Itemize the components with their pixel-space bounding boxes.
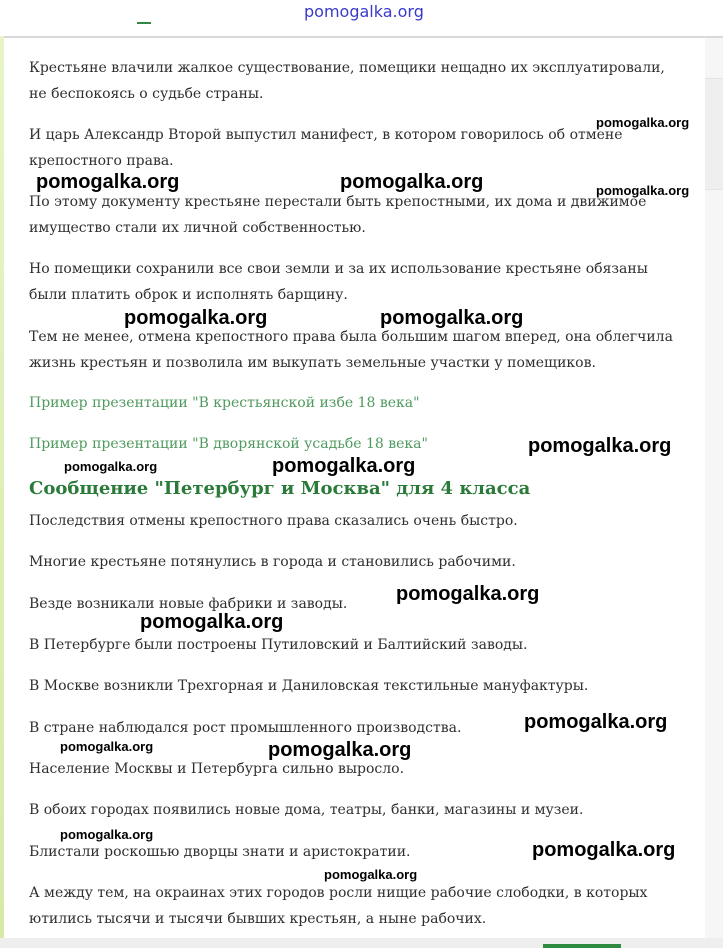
paragraph: В Петербурге были построены Путиловский и Балтийский заводы. bbox=[29, 637, 528, 653]
sidebar-tab[interactable] bbox=[705, 78, 723, 190]
paragraph: Блистали роскошью дворцы знати и аристократии. bbox=[29, 844, 411, 860]
paragraph: А между тем, на окраинах этих городов росли нищие рабочие слободки, в которых ютились тысячи и тысячи бывших крестьян, а ныне рабочих. bbox=[29, 885, 648, 927]
paragraph: И царь Александр Второй выпустил манифест, в котором говорилось об отмене крепостного права. bbox=[29, 127, 623, 169]
watermark: pomogalka.org bbox=[380, 307, 524, 329]
left-rail bbox=[0, 36, 4, 948]
watermark: pomogalka.org bbox=[524, 711, 668, 733]
watermark: pomogalka.org bbox=[60, 827, 154, 842]
right-sidebar bbox=[705, 38, 723, 938]
watermark: pomogalka.org bbox=[340, 171, 484, 193]
paragraph: Тем не менее, отмена крепостного права была большим шагом вперед, она облегчила жизнь крестьян и позволила им выкупать земельные участки у помещиков. bbox=[29, 329, 673, 371]
paragraph: Многие крестьяне потянулись в города и становились рабочими. bbox=[29, 554, 516, 570]
bottom-bar bbox=[0, 938, 723, 948]
watermark: pomogalka.org bbox=[596, 183, 690, 198]
watermark: pomogalka.org bbox=[272, 455, 416, 477]
frame-divider bbox=[0, 36, 723, 38]
watermark: pomogalka.org bbox=[396, 583, 540, 605]
watermark: pomogalka.org bbox=[532, 839, 676, 861]
top-bar bbox=[0, 0, 723, 36]
paragraph: По этому документу крестьяне перестали быть крепостными, их дома и движимое имущество стали их личной собственностью. bbox=[29, 194, 647, 236]
paragraph: В стране наблюдался рост промышленного производства. bbox=[29, 720, 462, 736]
watermark: pomogalka.org bbox=[60, 739, 154, 754]
bottom-button[interactable] bbox=[543, 944, 621, 948]
menu-marker[interactable] bbox=[137, 22, 151, 24]
paragraph: В Москве возникли Трехгорная и Даниловская текстильные мануфактуры. bbox=[29, 678, 589, 694]
watermark: pomogalka.org bbox=[528, 435, 672, 457]
watermark: pomogalka.org bbox=[324, 867, 418, 882]
watermark: pomogalka.org bbox=[596, 115, 690, 130]
paragraph: Крестьяне влачили жалкое существование, помещики нещадно их эксплуатировали, не беспокоясь о судьбе страны. bbox=[29, 60, 665, 102]
watermark: pomogalka.org bbox=[140, 611, 284, 633]
paragraph: Население Москвы и Петербурга сильно выросло. bbox=[29, 761, 405, 777]
section-heading: Сообщение "Петербург и Москва" для 4 класса bbox=[29, 478, 531, 499]
watermark: pomogalka.org bbox=[124, 307, 268, 329]
paragraph: В обоих городах появились новые дома, театры, банки, магазины и музеи. bbox=[29, 802, 584, 818]
paragraph: Но помещики сохранили все свои земли и за их использование крестьяне обязаны были платить оброк и исполнять барщину. bbox=[29, 261, 648, 303]
watermark: pomogalka.org bbox=[268, 739, 412, 761]
presentation-link-izba[interactable]: Пример презентации "В крестьянской избе 18 века" bbox=[29, 395, 420, 411]
paragraph: Везде возникали новые фабрики и заводы. bbox=[29, 596, 348, 612]
site-logo[interactable]: pomogalka.org bbox=[304, 2, 424, 21]
presentation-link-usadba[interactable]: Пример презентации "В дворянской усадьбе 18 века" bbox=[29, 436, 428, 452]
watermark: pomogalka.org bbox=[64, 459, 158, 474]
paragraph: Последствия отмены крепостного права сказались очень быстро. bbox=[29, 513, 518, 529]
watermark: pomogalka.org bbox=[36, 171, 180, 193]
